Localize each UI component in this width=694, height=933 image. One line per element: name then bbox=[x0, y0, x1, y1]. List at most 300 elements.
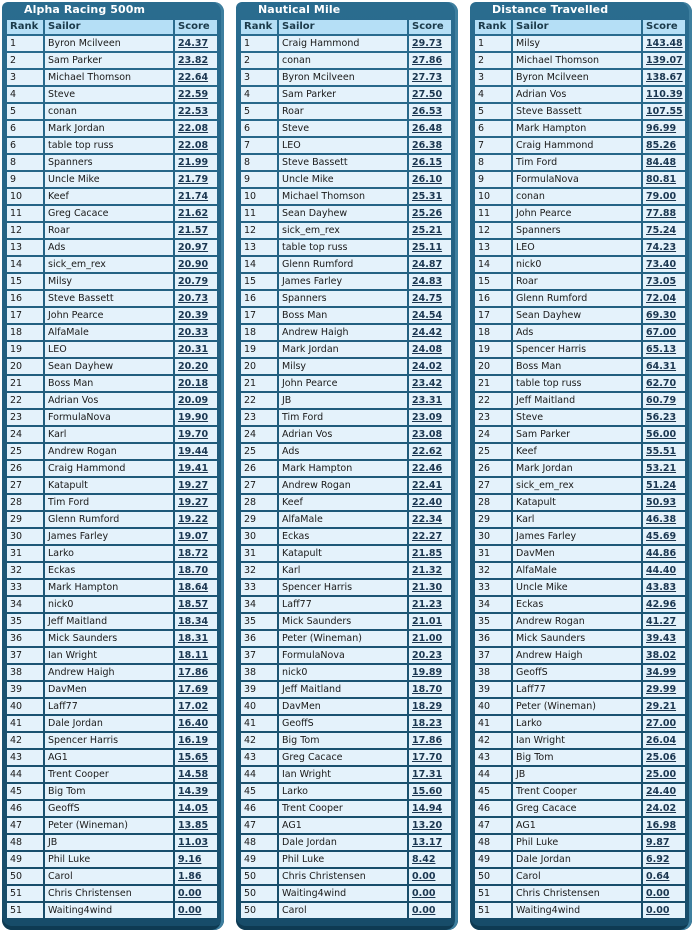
sailor-cell: Ads bbox=[513, 325, 641, 340]
score-link[interactable]: 24.02 bbox=[412, 361, 443, 372]
score-link[interactable]: 39.43 bbox=[646, 633, 677, 644]
score-cell bbox=[175, 274, 217, 289]
score-link[interactable]: 20.79 bbox=[178, 276, 209, 287]
score-link[interactable]: 62.70 bbox=[646, 378, 677, 389]
score-link[interactable]: 27.50 bbox=[412, 89, 443, 100]
score-link[interactable]: 14.05 bbox=[178, 803, 209, 814]
rank-cell: 19 bbox=[475, 342, 511, 357]
score-link[interactable]: 21.99 bbox=[178, 157, 209, 168]
score-link[interactable]: 19.22 bbox=[178, 514, 209, 525]
rank-cell: 23 bbox=[475, 410, 511, 425]
table-row bbox=[7, 767, 217, 782]
table-row bbox=[475, 87, 685, 102]
rank-cell: 37 bbox=[241, 648, 277, 663]
score-link[interactable]: 34.99 bbox=[646, 667, 677, 678]
rank-cell: 25 bbox=[475, 444, 511, 459]
table-row bbox=[475, 682, 685, 697]
score-link[interactable]: 24.37 bbox=[178, 38, 209, 49]
score-cell bbox=[409, 461, 451, 476]
score-link[interactable]: 53.21 bbox=[646, 463, 677, 474]
score-link[interactable]: 18.11 bbox=[178, 650, 209, 661]
sailor-cell: Milsy bbox=[513, 36, 641, 51]
score-link[interactable]: 72.04 bbox=[646, 293, 677, 304]
score-cell bbox=[643, 444, 685, 459]
score-link[interactable]: 74.23 bbox=[646, 242, 677, 253]
rank-cell: 19 bbox=[7, 342, 43, 357]
score-link[interactable]: 15.65 bbox=[178, 752, 209, 763]
score-link[interactable]: 22.41 bbox=[412, 480, 443, 491]
score-link[interactable]: 51.24 bbox=[646, 480, 677, 491]
score-link[interactable]: 17.86 bbox=[178, 667, 209, 678]
score-link[interactable]: 26.10 bbox=[412, 174, 443, 185]
score-link[interactable]: 24.08 bbox=[412, 344, 443, 355]
score-link[interactable]: 18.23 bbox=[412, 718, 443, 729]
table-row bbox=[241, 172, 451, 187]
score-link[interactable]: 18.72 bbox=[178, 548, 209, 559]
score-link[interactable]: 24.40 bbox=[646, 786, 677, 797]
sailor-cell: Mick Saunders bbox=[513, 631, 641, 646]
score-link[interactable]: 29.99 bbox=[646, 684, 677, 695]
score-link[interactable]: 38.02 bbox=[646, 650, 677, 661]
score-link[interactable]: 19.07 bbox=[178, 531, 209, 542]
score-link[interactable]: 13.17 bbox=[412, 837, 443, 848]
score-link[interactable]: 21.79 bbox=[178, 174, 209, 185]
rank-cell: 35 bbox=[475, 614, 511, 629]
table-row bbox=[7, 70, 217, 85]
score-link[interactable]: 24.02 bbox=[646, 803, 677, 814]
score-link[interactable]: 22.62 bbox=[412, 446, 443, 457]
score-link[interactable]: 0.00 bbox=[412, 905, 436, 916]
score-link[interactable]: 17.70 bbox=[412, 752, 443, 763]
score-link[interactable]: 19.70 bbox=[178, 429, 209, 440]
score-link[interactable]: 18.57 bbox=[178, 599, 209, 610]
rank-cell: 26 bbox=[7, 461, 43, 476]
rank-cell: 41 bbox=[241, 716, 277, 731]
table-row bbox=[475, 614, 685, 629]
score-cell bbox=[643, 699, 685, 714]
score-link[interactable]: 9.16 bbox=[178, 854, 202, 865]
score-link[interactable]: 23.09 bbox=[412, 412, 443, 423]
table-row bbox=[7, 342, 217, 357]
score-link[interactable]: 19.44 bbox=[178, 446, 209, 457]
rank-cell: 26 bbox=[241, 461, 277, 476]
score-cell bbox=[175, 801, 217, 816]
sailor-cell: nick0 bbox=[45, 597, 173, 612]
score-link[interactable]: 44.40 bbox=[646, 565, 677, 576]
score-cell bbox=[409, 410, 451, 425]
score-link[interactable]: 45.69 bbox=[646, 531, 677, 542]
score-link[interactable]: 25.26 bbox=[412, 208, 443, 219]
score-link[interactable]: 24.54 bbox=[412, 310, 443, 321]
score-cell bbox=[409, 138, 451, 153]
score-link[interactable]: 22.40 bbox=[412, 497, 443, 508]
score-cell bbox=[643, 886, 685, 901]
score-cell bbox=[175, 138, 217, 153]
score-link[interactable]: 25.00 bbox=[646, 769, 677, 780]
score-link[interactable]: 24.75 bbox=[412, 293, 443, 304]
score-link[interactable]: 19.27 bbox=[178, 497, 209, 508]
table-row bbox=[7, 546, 217, 561]
panel-distance-travelled bbox=[470, 2, 692, 930]
score-link[interactable]: 23.08 bbox=[412, 429, 443, 440]
score-link[interactable]: 73.05 bbox=[646, 276, 677, 287]
score-cell bbox=[409, 155, 451, 170]
score-cell bbox=[175, 580, 217, 595]
score-link[interactable]: 0.00 bbox=[412, 888, 436, 899]
score-link[interactable]: 24.87 bbox=[412, 259, 443, 270]
rank-cell: 47 bbox=[241, 818, 277, 833]
score-link[interactable]: 25.21 bbox=[412, 225, 443, 236]
score-link[interactable]: 8.42 bbox=[412, 854, 436, 865]
rank-cell: 37 bbox=[7, 648, 43, 663]
score-cell bbox=[175, 563, 217, 578]
table-row bbox=[241, 325, 451, 340]
score-cell bbox=[409, 512, 451, 527]
sailor-cell: nick0 bbox=[513, 257, 641, 272]
score-cell bbox=[643, 36, 685, 51]
table-row bbox=[475, 138, 685, 153]
sailor-cell: Eckas bbox=[513, 597, 641, 612]
panel-title: Alpha Racing 500m bbox=[24, 3, 146, 16]
score-link[interactable]: 25.06 bbox=[646, 752, 677, 763]
table-row bbox=[475, 53, 685, 68]
score-link[interactable]: 23.82 bbox=[178, 55, 209, 66]
score-link[interactable]: 18.64 bbox=[178, 582, 209, 593]
score-link[interactable]: 60.79 bbox=[646, 395, 677, 406]
sailor-cell: Steve Bassett bbox=[513, 104, 641, 119]
sailor-cell: Andrew Rogan bbox=[513, 614, 641, 629]
score-link[interactable]: 13.85 bbox=[178, 820, 209, 831]
score-link[interactable]: 29.21 bbox=[646, 701, 677, 712]
score-link[interactable]: 6.92 bbox=[646, 854, 670, 865]
score-link[interactable]: 22.08 bbox=[178, 123, 209, 134]
score-cell bbox=[409, 53, 451, 68]
score-link[interactable]: 65.13 bbox=[646, 344, 677, 355]
sailor-cell: Byron Mcilveen bbox=[279, 70, 407, 85]
score-link[interactable]: 21.00 bbox=[412, 633, 443, 644]
rank-cell: 20 bbox=[7, 359, 43, 374]
sailor-cell: Mark Jordan bbox=[45, 121, 173, 136]
score-cell bbox=[175, 767, 217, 782]
score-link[interactable]: 22.53 bbox=[178, 106, 209, 117]
score-link[interactable]: 56.00 bbox=[646, 429, 677, 440]
score-link[interactable]: 27.00 bbox=[646, 718, 677, 729]
table-row bbox=[241, 580, 451, 595]
rank-cell: 20 bbox=[241, 359, 277, 374]
rank-cell: 14 bbox=[7, 257, 43, 272]
score-cell bbox=[409, 801, 451, 816]
score-cell bbox=[643, 291, 685, 306]
score-link[interactable]: 0.00 bbox=[178, 888, 202, 899]
score-link[interactable]: 27.86 bbox=[412, 55, 443, 66]
score-cell bbox=[409, 36, 451, 51]
score-link[interactable]: 22.64 bbox=[178, 72, 209, 83]
score-link[interactable]: 18.70 bbox=[178, 565, 209, 576]
score-link[interactable]: 75.24 bbox=[646, 225, 677, 236]
score-cell bbox=[409, 87, 451, 102]
sailor-cell: Michael Thomson bbox=[45, 70, 173, 85]
sailor-cell: Mark Hampton bbox=[279, 461, 407, 476]
score-link[interactable]: 25.31 bbox=[412, 191, 443, 202]
table-row bbox=[7, 886, 217, 901]
score-link[interactable]: 21.74 bbox=[178, 191, 209, 202]
sailor-cell: sick_em_rex bbox=[279, 223, 407, 238]
table-row bbox=[241, 223, 451, 238]
score-link[interactable]: 0.00 bbox=[646, 905, 670, 916]
score-link[interactable]: 21.32 bbox=[412, 565, 443, 576]
score-link[interactable]: 20.23 bbox=[412, 650, 443, 661]
score-link[interactable]: 14.39 bbox=[178, 786, 209, 797]
table-row bbox=[7, 699, 217, 714]
score-link[interactable]: 20.39 bbox=[178, 310, 209, 321]
score-link[interactable]: 22.27 bbox=[412, 531, 443, 542]
score-link[interactable]: 29.73 bbox=[412, 38, 443, 49]
table-row bbox=[241, 801, 451, 816]
score-link[interactable]: 23.42 bbox=[412, 378, 443, 389]
score-link[interactable]: 56.23 bbox=[646, 412, 677, 423]
score-link[interactable]: 55.51 bbox=[646, 446, 677, 457]
score-link[interactable]: 17.69 bbox=[178, 684, 209, 695]
score-link[interactable]: 14.58 bbox=[178, 769, 209, 780]
score-link[interactable]: 41.27 bbox=[646, 616, 677, 627]
score-link[interactable]: 143.48 bbox=[646, 38, 683, 49]
score-cell bbox=[175, 121, 217, 136]
score-link[interactable]: 11.03 bbox=[178, 837, 209, 848]
rank-cell: 27 bbox=[241, 478, 277, 493]
score-link[interactable]: 96.99 bbox=[646, 123, 677, 134]
score-link[interactable]: 24.42 bbox=[412, 327, 443, 338]
sailor-cell: Larko bbox=[279, 784, 407, 799]
sailor-cell: Jeff Maitland bbox=[279, 682, 407, 697]
score-link[interactable]: 84.48 bbox=[646, 157, 677, 168]
table-row bbox=[241, 835, 451, 850]
score-cell bbox=[175, 155, 217, 170]
score-cell bbox=[409, 240, 451, 255]
score-link[interactable]: 16.98 bbox=[646, 820, 677, 831]
table-row bbox=[241, 716, 451, 731]
score-cell bbox=[643, 852, 685, 867]
rank-cell: 2 bbox=[241, 53, 277, 68]
score-link[interactable]: 26.15 bbox=[412, 157, 443, 168]
sailor-cell: GeoffS bbox=[45, 801, 173, 816]
rank-cell: 28 bbox=[7, 495, 43, 510]
sailor-cell: Waiting4wind bbox=[279, 886, 407, 901]
score-link[interactable]: 21.23 bbox=[412, 599, 443, 610]
rank-cell: 35 bbox=[241, 614, 277, 629]
score-link[interactable]: 18.70 bbox=[412, 684, 443, 695]
score-link[interactable]: 19.41 bbox=[178, 463, 209, 474]
score-link[interactable]: 21.85 bbox=[412, 548, 443, 559]
score-link[interactable]: 15.60 bbox=[412, 786, 443, 797]
rank-cell: 7 bbox=[241, 138, 277, 153]
score-link[interactable]: 79.00 bbox=[646, 191, 677, 202]
score-cell bbox=[409, 342, 451, 357]
score-link[interactable]: 22.59 bbox=[178, 89, 209, 100]
rank-cell: 51 bbox=[7, 886, 43, 901]
rank-cell: 10 bbox=[7, 189, 43, 204]
score-link[interactable]: 20.90 bbox=[178, 259, 209, 270]
score-link[interactable]: 110.39 bbox=[646, 89, 683, 100]
score-link[interactable]: 16.40 bbox=[178, 718, 209, 729]
panel-title: Nautical Mile bbox=[258, 3, 341, 16]
score-link[interactable]: 0.00 bbox=[646, 888, 670, 899]
score-link[interactable]: 17.02 bbox=[178, 701, 209, 712]
sailor-cell: Uncle Mike bbox=[513, 580, 641, 595]
table-row bbox=[7, 648, 217, 663]
rank-cell: 24 bbox=[241, 427, 277, 442]
rank-header: Rank bbox=[475, 20, 511, 34]
score-link[interactable]: 44.86 bbox=[646, 548, 677, 559]
sailor-cell: Spencer Harris bbox=[45, 733, 173, 748]
rank-cell: 40 bbox=[7, 699, 43, 714]
table-row bbox=[241, 546, 451, 561]
score-cell bbox=[175, 699, 217, 714]
table-row bbox=[7, 53, 217, 68]
score-link[interactable]: 20.33 bbox=[178, 327, 209, 338]
score-cell bbox=[409, 682, 451, 697]
score-link[interactable]: 27.73 bbox=[412, 72, 443, 83]
rank-cell: 18 bbox=[7, 325, 43, 340]
score-link[interactable]: 20.09 bbox=[178, 395, 209, 406]
rank-cell: 6 bbox=[7, 138, 43, 153]
score-link[interactable]: 85.26 bbox=[646, 140, 677, 151]
score-cell bbox=[409, 631, 451, 646]
score-link[interactable]: 139.07 bbox=[646, 55, 683, 66]
rank-cell: 45 bbox=[241, 784, 277, 799]
score-link[interactable]: 22.34 bbox=[412, 514, 443, 525]
score-link[interactable]: 20.73 bbox=[178, 293, 209, 304]
table-row bbox=[475, 597, 685, 612]
score-link[interactable]: 1.86 bbox=[178, 871, 202, 882]
score-link[interactable]: 107.55 bbox=[646, 106, 683, 117]
score-cell bbox=[175, 665, 217, 680]
score-link[interactable]: 26.48 bbox=[412, 123, 443, 134]
score-cell bbox=[643, 716, 685, 731]
score-link[interactable]: 18.31 bbox=[178, 633, 209, 644]
sailor-cell: Peter (Wineman) bbox=[45, 818, 173, 833]
sailor-cell: Milsy bbox=[279, 359, 407, 374]
score-link[interactable]: 18.34 bbox=[178, 616, 209, 627]
score-link[interactable]: 14.94 bbox=[412, 803, 443, 814]
score-cell bbox=[409, 614, 451, 629]
rank-cell: 21 bbox=[7, 376, 43, 391]
score-cell bbox=[175, 784, 217, 799]
rank-cell: 34 bbox=[241, 597, 277, 612]
rank-cell: 4 bbox=[241, 87, 277, 102]
score-link[interactable]: 20.31 bbox=[178, 344, 209, 355]
score-link[interactable]: 18.29 bbox=[412, 701, 443, 712]
score-link[interactable]: 67.00 bbox=[646, 327, 677, 338]
score-link[interactable]: 26.38 bbox=[412, 140, 443, 151]
table-row bbox=[7, 223, 217, 238]
table-row bbox=[241, 699, 451, 714]
score-link[interactable]: 43.83 bbox=[646, 582, 677, 593]
table-row bbox=[7, 852, 217, 867]
score-link[interactable]: 21.30 bbox=[412, 582, 443, 593]
sailor-cell: Craig Hammond bbox=[45, 461, 173, 476]
score-link[interactable]: 69.30 bbox=[646, 310, 677, 321]
score-cell bbox=[175, 444, 217, 459]
score-link[interactable]: 19.89 bbox=[412, 667, 443, 678]
score-link[interactable]: 20.97 bbox=[178, 242, 209, 253]
rank-cell: 25 bbox=[7, 444, 43, 459]
score-link[interactable]: 73.40 bbox=[646, 259, 677, 270]
sailor-cell: LEO bbox=[279, 138, 407, 153]
score-link[interactable]: 19.27 bbox=[178, 480, 209, 491]
score-cell bbox=[175, 648, 217, 663]
rank-cell: 36 bbox=[475, 631, 511, 646]
score-link[interactable]: 13.20 bbox=[412, 820, 443, 831]
score-link[interactable]: 0.64 bbox=[646, 871, 670, 882]
score-link[interactable]: 50.93 bbox=[646, 497, 677, 508]
score-link[interactable]: 21.57 bbox=[178, 225, 209, 236]
sailor-cell: Spencer Harris bbox=[513, 342, 641, 357]
score-link[interactable]: 22.46 bbox=[412, 463, 443, 474]
score-link[interactable]: 16.19 bbox=[178, 735, 209, 746]
sailor-cell: Dale Jordan bbox=[513, 852, 641, 867]
score-link[interactable]: 21.62 bbox=[178, 208, 209, 219]
score-cell bbox=[175, 886, 217, 901]
score-link[interactable]: 17.86 bbox=[412, 735, 443, 746]
score-cell bbox=[175, 376, 217, 391]
table-row bbox=[241, 614, 451, 629]
score-link[interactable]: 9.87 bbox=[646, 837, 670, 848]
sailor-cell: Carol bbox=[513, 869, 641, 884]
score-link[interactable]: 20.18 bbox=[178, 378, 209, 389]
score-link[interactable]: 21.01 bbox=[412, 616, 443, 627]
score-cell bbox=[175, 87, 217, 102]
score-link[interactable]: 77.88 bbox=[646, 208, 677, 219]
sailor-cell: John Pearce bbox=[513, 206, 641, 221]
score-link[interactable]: 42.96 bbox=[646, 599, 677, 610]
score-link[interactable]: 80.81 bbox=[646, 174, 677, 185]
score-link[interactable]: 20.20 bbox=[178, 361, 209, 372]
table-row bbox=[241, 733, 451, 748]
score-link[interactable]: 0.00 bbox=[412, 871, 436, 882]
rank-cell: 51 bbox=[475, 886, 511, 901]
rank-cell: 5 bbox=[241, 104, 277, 119]
table-row bbox=[241, 410, 451, 425]
sailor-cell: Roar bbox=[279, 104, 407, 119]
rank-cell: 20 bbox=[475, 359, 511, 374]
sailor-cell: Sean Dayhew bbox=[279, 206, 407, 221]
score-link[interactable]: 64.31 bbox=[646, 361, 677, 372]
table-row bbox=[7, 597, 217, 612]
score-link[interactable]: 0.00 bbox=[178, 905, 202, 916]
score-link[interactable]: 22.08 bbox=[178, 140, 209, 151]
score-link[interactable]: 26.04 bbox=[646, 735, 677, 746]
table-row bbox=[241, 53, 451, 68]
score-link[interactable]: 46.38 bbox=[646, 514, 677, 525]
score-link[interactable]: 23.31 bbox=[412, 395, 443, 406]
sailor-cell: Dale Jordan bbox=[45, 716, 173, 731]
score-link[interactable]: 19.90 bbox=[178, 412, 209, 423]
score-cell bbox=[409, 274, 451, 289]
sailor-cell: Dale Jordan bbox=[279, 835, 407, 850]
score-cell bbox=[175, 206, 217, 221]
score-link[interactable]: 26.53 bbox=[412, 106, 443, 117]
score-link[interactable]: 138.67 bbox=[646, 72, 683, 83]
score-link[interactable]: 17.31 bbox=[412, 769, 443, 780]
table-row bbox=[7, 240, 217, 255]
score-cell bbox=[409, 359, 451, 374]
score-cell bbox=[175, 631, 217, 646]
score-cell bbox=[175, 189, 217, 204]
score-link[interactable]: 24.83 bbox=[412, 276, 443, 287]
score-cell bbox=[643, 903, 685, 918]
score-link[interactable]: 25.11 bbox=[412, 242, 443, 253]
sailor-cell: DavMen bbox=[45, 682, 173, 697]
